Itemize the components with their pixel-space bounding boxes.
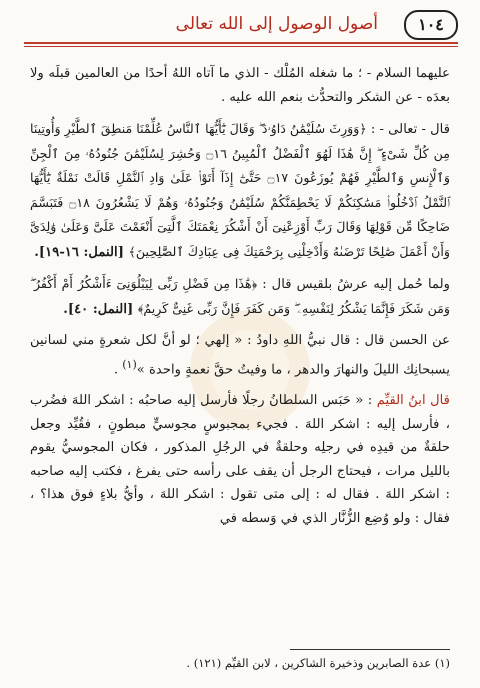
- quran-verse: ﴿هَٰذَا مِن فَضْلِ رَبِّى لِيَبْلُوَنِىٓ ءَأَشْكُرُ أَمْ أَكْفُرُ ۖ وَمَن شَكَرَ فَإِنَّمَا يَشْكُرُ لِنَفْسِهِۦ ۖ وَمَن كَفَرَ فَإِنَّ رَبِّى غَنِىٌّ كَرِيمٌ﴾: [30, 276, 450, 316]
- running-title: أصول الوصول إلى الله تعالى: [175, 14, 378, 34]
- quran-verse: ﴿وَوَرِثَ سُلَيْمَٰنُ دَاوُۥدَ ۖ وَقَالَ يَٰٓأَيُّهَا ٱلنَّاسُ عُلِّمْنَا مَنطِقَ ٱلطَّيْرِ وَأُوتِينَا مِن كُلِّ شَىْءٍ ۖ إِنَّ هَٰذَا لَهُوَ ٱلْفَضْلُ ٱلْمُبِينُ ۝١٦ وَحُشِرَ لِسُلَيْمَٰنَ جُنُودُهُۥ مِنَ ٱلْجِنِّ وَٱلْإِنسِ وَٱلطَّيْرِ فَهُمْ يُوزَعُونَ ۝١٧ حَتَّىٰٓ إِذَآ أَتَوْا۟ عَلَىٰ وَادِ ٱلنَّمْلِ قَالَتْ نَمْلَةٌ يَٰٓأَيُّهَا ٱلنَّمْلُ ٱدْخُلُوا۟ مَسَٰكِنَكُمْ لَا يَحْطِمَنَّكُمْ سُلَيْمَٰنُ وَجُنُودُهُۥ وَهُمْ لَا يَشْعُرُونَ ۝١٨ فَتَبَسَّمَ ضَاحِكًا مِّن قَوْلِهَا وَقَالَ رَبِّ أَوْزِعْنِىٓ أَنْ أَشْكُرَ نِعْمَتَكَ ٱلَّتِىٓ أَنْعَمْتَ عَلَىَّ وَعَلَىٰ وَٰلِدَىَّ وَأَنْ أَعْمَلَ صَٰلِحًا تَرْضَىٰهُ وَأَدْخِلْنِى بِرَحْمَتِكَ فِى عِبَادِكَ ٱلصَّٰلِحِينَ﴾: [30, 121, 451, 259]
- footnote: (١) عدة الصابرين وذخيرة الشاكرين ، لابن القيِّم (١٢١) .: [186, 656, 450, 670]
- header-rule-thin: [24, 46, 458, 47]
- body-text: عليهما السلام - ؛ ما شغله المُلْك - الذي ما آتاه اللهُ أحدًا من العالمين قبلَه ولا بعدَه - عن الشكر والتحدُّث بنعم الله عليه .: [30, 66, 450, 105]
- footnote-separator: [290, 649, 450, 650]
- quoted-author: قال ابنُ القيِّم: [376, 393, 450, 409]
- verse-citation: [النمل: ١٦-١٩].: [34, 244, 129, 260]
- body-text: قال - تعالى - :: [366, 122, 450, 137]
- header-rule: [24, 42, 458, 44]
- paragraph: [30, 62, 450, 109]
- main-text: [30, 62, 450, 538]
- body-text: .: [113, 361, 123, 377]
- footnote-marker: (١): [122, 357, 137, 371]
- paragraph: [30, 117, 450, 264]
- paragraph: [30, 329, 450, 381]
- body-text: : « حَبَس السلطانُ رجلًا فأرسل إليه صاحبُه : اشكر اللهَ فضُرب ، فأرسل إليه : اشكر اللهَ . فجيء بمجبوسٍ مجوسيٍّ مبطونٍ ، فقُيِّد وجعل حلقةٌ من قيدِه في رجلِه وحلقةٌ في الرجُلِ المذكور ، فكان المجوسيُّ يقوم بالليل مرات ، فيحتاج الرجل أن يقف على رأسه حتى يفرغ ، فكتب إليه صاحبه : اشكر اللهَ . فقال له : إلى متى تقول : اشكر اللهَ ، وأيُّ بلاءٍ فوق هذا؟ ، فقال : ولو وُضِع الزُّنَّار الذي في وَسطه في: [30, 393, 450, 526]
- paragraph: [30, 389, 450, 530]
- page-header: [24, 8, 458, 48]
- paragraph: [30, 272, 450, 321]
- verse-citation: [النمل: ٤٠].: [63, 301, 138, 317]
- body-text: ولما حُمل إليه عرشُ بلقيس قال :: [257, 277, 450, 292]
- page-number: ١٠٤: [404, 10, 458, 40]
- body-text: عن الحسن قال : قال نبيُّ اللهِ داودُ : « إلهي ؛ لو أنَّ لكل شعرةٍ مني لسانين يسبحانِك الليلَ والنهارَ والدهر ، ما وفيتُ حقَّ نعمةٍ واحدة »: [30, 333, 450, 377]
